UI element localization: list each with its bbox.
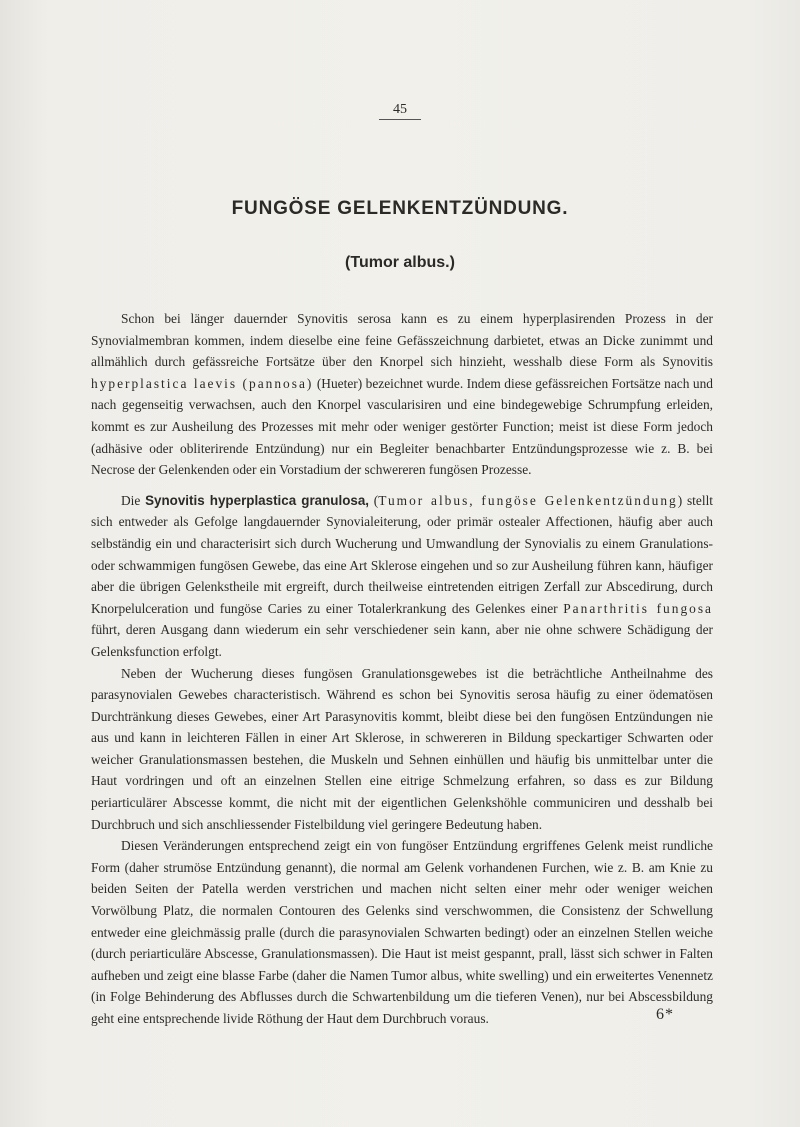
- p2-text-g: führt, deren Ausgang dann wiederum ein sehr verschiedener sein kann, aber nie ohne schwere Schädigung der Gelenksfunction erfolgt.: [91, 622, 713, 659]
- p2-bold-term: Synovitis hyperplastica granulosa,: [145, 492, 370, 508]
- p2-text-c: (: [369, 492, 379, 508]
- p2-text-a: Die: [121, 492, 146, 508]
- paragraph-2: [91, 490, 713, 663]
- paragraph-1: [91, 308, 713, 481]
- chapter-subtitle: (Tumor albus.): [345, 254, 455, 271]
- p2-spaced-term-2: Panarthritis fungosa: [563, 600, 713, 616]
- paragraph-4: Diesen Veränderungen entsprechend zeigt ein von fungöser Entzündung ergriffenes Gelenk meist rundliche Form (daher strumöse Entzündung genannt), die normal am Gelenk vorhandenen Furchen, wie z. B. am Knie zu beiden Seiten der Patella werden verstrichen und machen nicht selten einer mehr oder weniger weichen Vorwölbung Platz, die normalen Contouren des Gelenks sind verschwommen, die Consistenz der Schwellung entweder eine gleichmässig pralle (durch die parasynovialen Schwarten bedingt) oder an einzelnen Stellen weiche (durch periarticuläre Abscesse, Granulationsmassen). Die Haut ist meist gespannt, prall, lässt sich schwer in Falten aufheben und zeigt eine blasse Farbe (daher die Namen Tumor albus, white swelling) und ein erweitertes Venennetz (in Folge Behinderung des Abflusses durch die Schwartenbildung um die tieferen Venen), nur bei Abscessbildung geht eine entsprechende livide Röthung der Haut dem Durchbruch voraus.: [91, 838, 713, 1026]
- p1-text-a: Schon bei länger dauernder Synovitis serosa kann es zu einem hyperplasirenden Prozess in der Synovialmembran kommen, indem dieselbe eine feine Gefässzeichnung darbietet, etwas an Dicke zunimmt und allmählich durch gefässreiche Fortsätze über den Knorpel sich hinzieht, wesshalb diese Form als Synovitis: [91, 311, 713, 370]
- body-text: [91, 308, 713, 1030]
- p2-text-e: ) stellt sich entweder als Gefolge langdauernder Synovialeiterung, oder primär ostealer Affectionen, häufig aber auch selbständig ein und characterisirt sich durch Wucherung und Umwandlung der Synovialis zu einem Granulations- oder schwammigen fungösen Gewebe, das eine Art Sklerose eingehen und so zur Ausheilung führen kann, häufiger aber die übrigen Gelenkstheile mit ergreift, durch theilweise eintretenden eitrigen Zerfall zur Abscedirung, durch Knorpelulceration und fungöse Caries zu einer Totalerkrankung des Gelenkes einer: [91, 492, 714, 616]
- signature-mark: 6*: [656, 1006, 674, 1023]
- page-number: [0, 102, 800, 120]
- chapter-title: FUNGÖSE GELENKENTZÜNDUNG.: [231, 198, 569, 219]
- p2-spaced-term: Tumor albus, fungöse Gelenkentzündung: [378, 492, 678, 508]
- p1-spaced-term: hyperplastica laevis (pannosa): [91, 375, 314, 391]
- page-number-text: 45: [379, 102, 421, 120]
- paragraph-3: Neben der Wucherung dieses fungösen Granulationsgewebes ist die beträchtliche Antheilnahme des parasynovialen Gewebes characteristisch. Während es schon bei Synovitis serosa häufig zu einer ödematösen Durchtränkung dieses Gewebes, einer Art Parasynovitis kommt, bleibt diese bei den fungösen Entzündungen nie aus und kann in leichteren Fällen in einer Art Sklerose, in schwereren in Bildung speckartiger Schwarten oder weicher Granulationsmassen bestehen, die Muskeln und Sehnen einhüllen und häufig bis unmittelbar unter die Haut vordringen und oft an einzelnen Stellen eine eitrige Schmelzung erfahren, so dass es zur Bildung periarticulärer Abscesse kommt, die nicht mit der eigentlichen Gelenkshöhle communiciren und desshalb bei Durchbruch und sich anschliessender Fistelbildung viel geringere Bedeutung haben.: [91, 665, 713, 832]
- p1-text-c: (Hueter) bezeichnet wurde. Indem diese gefässreichen Fortsätze nach und nach gegenseitig verwachsen, auch den Knorpel vascularisiren und eine bindegewebige Schrumpfung erleiden, kommt es zur Ausheilung des Prozesses mit mehr oder weniger gestörter Function; meist ist diese Form jedoch (adhäsive oder obliterirende Entzündung) nur ein Begleiter benachbarter Entzündungsprozesse wie z. B. bei Necrose der Gelenkenden oder ein Vorstadium der schwereren fungösen Prozesse.: [91, 375, 713, 478]
